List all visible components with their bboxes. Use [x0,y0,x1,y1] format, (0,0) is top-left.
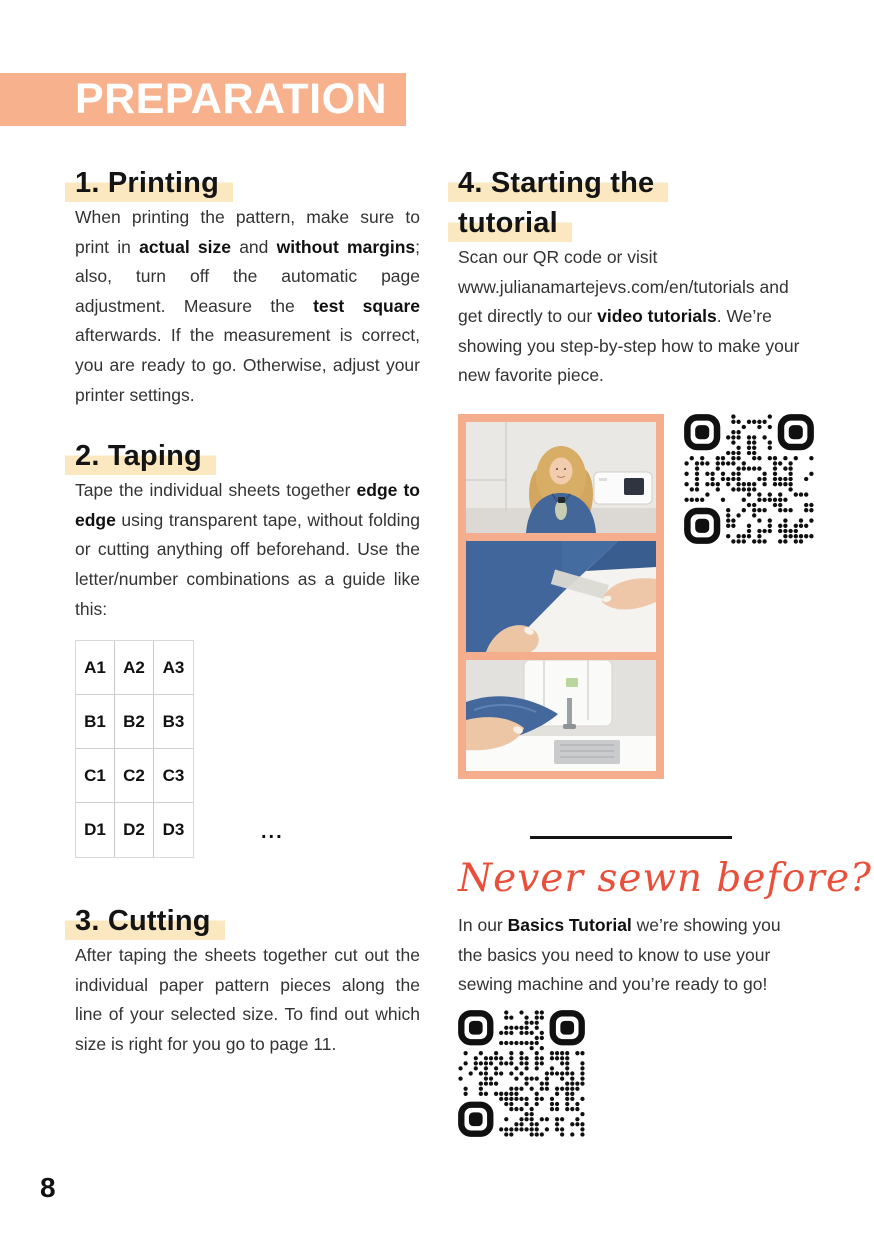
left-column [75,163,420,1060]
text-segment: test square [313,295,421,316]
photo-strip [458,414,664,779]
qr-code-video-tutorials [684,414,814,544]
section-heading-printing: 1. Printing [75,163,420,203]
text-segment: Basics Tutorial [507,914,632,935]
grid-cell: D2 [115,803,154,857]
grid-cell: B3 [154,695,193,749]
photo-sewing-machine-stitching [466,660,656,771]
grid-cell: D1 [76,803,115,857]
taping-illustration [466,541,656,652]
text-segment: without margins [276,236,416,257]
text-segment: we’re showing you the basics you need to know to use your sewing machine and you’re ready to go! [458,914,781,995]
grid-cell: A3 [154,641,193,695]
section-divider [530,836,732,839]
tutorial-media [458,414,804,779]
grid-cell: D3 [154,803,193,857]
grid-cell: A2 [115,641,154,695]
qr-code-basics-tutorial [458,1010,585,1137]
text-segment: Tape the individual sheets together [75,480,357,501]
photo-taping-denim-sheets [466,541,656,652]
photo-presenter-with-sewing-machine [466,422,656,533]
text-segment: In our [458,914,508,935]
text-segment: When printing the pattern, make sure to print in [75,207,420,257]
grid-cell: C1 [76,749,115,803]
grid-cell: C3 [154,749,193,803]
text-segment: using transparent tape, without folding or cutting anything off beforehand. Use the letter/number combinations as a guide like this: [75,509,420,619]
text-segment: edge to edge [75,480,420,530]
text-segment: Scan our QR code or visit [458,247,658,267]
grid-continuation-ellipsis: ... [261,821,284,844]
script-heading-never-sewn: Never sewn before? [458,855,872,901]
cutting-paragraph [75,941,420,1059]
text-segment: and get directly to our [458,276,789,327]
sheet-grid [75,640,194,858]
tutorial-paragraph [458,243,804,391]
section-heading-taping: 2. Taping [75,436,420,476]
basics-paragraph [458,911,804,1000]
text-segment: video tutorials [597,306,717,327]
presenter-illustration [466,422,656,533]
page-number: 8 [40,1172,56,1203]
right-column [458,163,872,1142]
section-heading-cutting: 3. Cutting [75,901,420,941]
text-segment: afterwards. If the measurement is correct, you are ready to go. Otherwise, adjust your printer settings. [75,325,420,405]
grid-cell: A1 [76,641,115,695]
sheet-layout-diagram [75,640,420,858]
page-title-banner [0,73,406,126]
grid-cell: B2 [115,695,154,749]
sewing-illustration [466,660,656,771]
text-segment: actual size [139,236,231,257]
text-segment: ; also, turn off the automatic page adjustment. Measure the [75,236,420,316]
text-segment: . We’re showing you step-by-step how to make your new favorite piece. [458,306,800,386]
page-title: PREPARATION [75,75,388,123]
printing-paragraph [75,203,420,410]
taping-paragraph [75,476,420,624]
text-segment: After taping the sheets together cut out the individual paper pattern pieces along the line of your selected size. To find out which size is right for you go to page 11. [75,945,420,1054]
tutorials-url[interactable]: www.julianamartejevs.com/en/tutorials [458,276,755,297]
grid-cell: C2 [115,749,154,803]
grid-cell: B1 [76,695,115,749]
section-heading-tutorial: 4. Starting the tutorial [458,163,804,243]
text-segment: and [230,236,277,257]
